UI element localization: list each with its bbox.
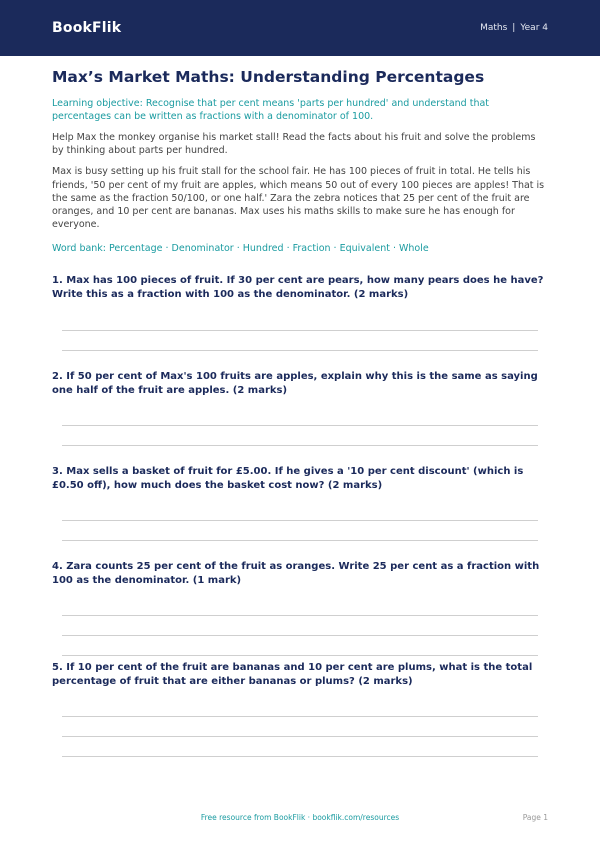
learning-objective: Learning objective: Recognise that per cent means 'parts per hundred' and understand that percentages can be written as fractions with a denominator of 100. [52, 98, 490, 122]
answer-lines[interactable] [62, 425, 538, 446]
page-title: Max’s Market Maths: Understanding Percentages [52, 68, 485, 86]
answer-lines[interactable] [62, 615, 538, 656]
answer-line[interactable] [62, 635, 538, 636]
brand-logo[interactable]: BookFlik [52, 20, 122, 36]
subject-label: Maths [480, 23, 508, 33]
answer-line[interactable] [62, 540, 538, 541]
page-header [0, 0, 600, 56]
answer-line[interactable] [62, 350, 538, 351]
answer-lines[interactable] [62, 520, 538, 541]
story-paragraph: Max is busy setting up his fruit stall for the school fair. He has 100 pieces of fruit in total. He tells his friends, '50 per cent of my fruit are apples, which means 50 out of every 100 pieces are apples! That is the same as the fraction 50/100, or one half.' Zara the zebra notices that 25 per cent of the fruit are oranges, and 10 per cent are bananas. Max uses his maths skills to make sure he has enough for everyone. [52, 166, 545, 231]
question-text: 3. Max sells a basket of fruit for £5.00. If he gives a '10 per cent discount' (which is £0.50 off), how much does the basket cost now? (2 marks) [52, 466, 524, 492]
question-text: 1. Max has 100 pieces of fruit. If 30 per cent are pears, how many pears does he have? Write this as a fraction with 100 as the denominator. (2 marks) [52, 275, 544, 301]
answer-lines[interactable] [62, 716, 538, 757]
year-label: Year 4 [520, 23, 548, 33]
question-5 [52, 661, 548, 757]
answer-line[interactable] [62, 655, 538, 656]
answer-line[interactable] [62, 756, 538, 757]
answer-line[interactable] [62, 520, 538, 521]
word-bank: Word bank: Percentage · Denominator · Hundred · Fraction · Equivalent · Whole [52, 243, 429, 255]
header-meta [480, 23, 548, 33]
answer-line[interactable] [62, 330, 538, 331]
question-text: 4. Zara counts 25 per cent of the fruit as oranges. Write 25 per cent as a fraction with 100 as the denominator. (1 mark) [52, 561, 540, 587]
answer-line[interactable] [62, 716, 538, 717]
question-3 [52, 465, 548, 541]
page-number: Page 1 [522, 813, 548, 822]
question-2 [52, 370, 548, 446]
answer-line[interactable] [62, 445, 538, 446]
worksheet-content [0, 67, 600, 757]
question-1 [52, 274, 548, 351]
answer-line[interactable] [62, 425, 538, 426]
answer-lines[interactable] [62, 330, 538, 351]
question-text: 5. If 10 per cent of the fruit are bananas and 10 per cent are plums, what is the total percentage of fruit that are either bananas or plums? (2 marks) [52, 662, 533, 688]
question-text: 2. If 50 per cent of Max's 100 fruits are apples, explain why this is the same as saying one half of the fruit are apples. (2 marks) [52, 371, 538, 397]
footer-credit[interactable]: Free resource from BookFlik · bookflik.com/resources [200, 813, 400, 822]
question-4 [52, 560, 548, 656]
answer-line[interactable] [62, 736, 538, 737]
meta-separator: | [512, 23, 516, 33]
answer-line[interactable] [62, 615, 538, 616]
intro-paragraph: Help Max the monkey organise his market stall! Read the facts about his fruit and solve the problems by thinking about parts per hundred. [52, 132, 536, 157]
